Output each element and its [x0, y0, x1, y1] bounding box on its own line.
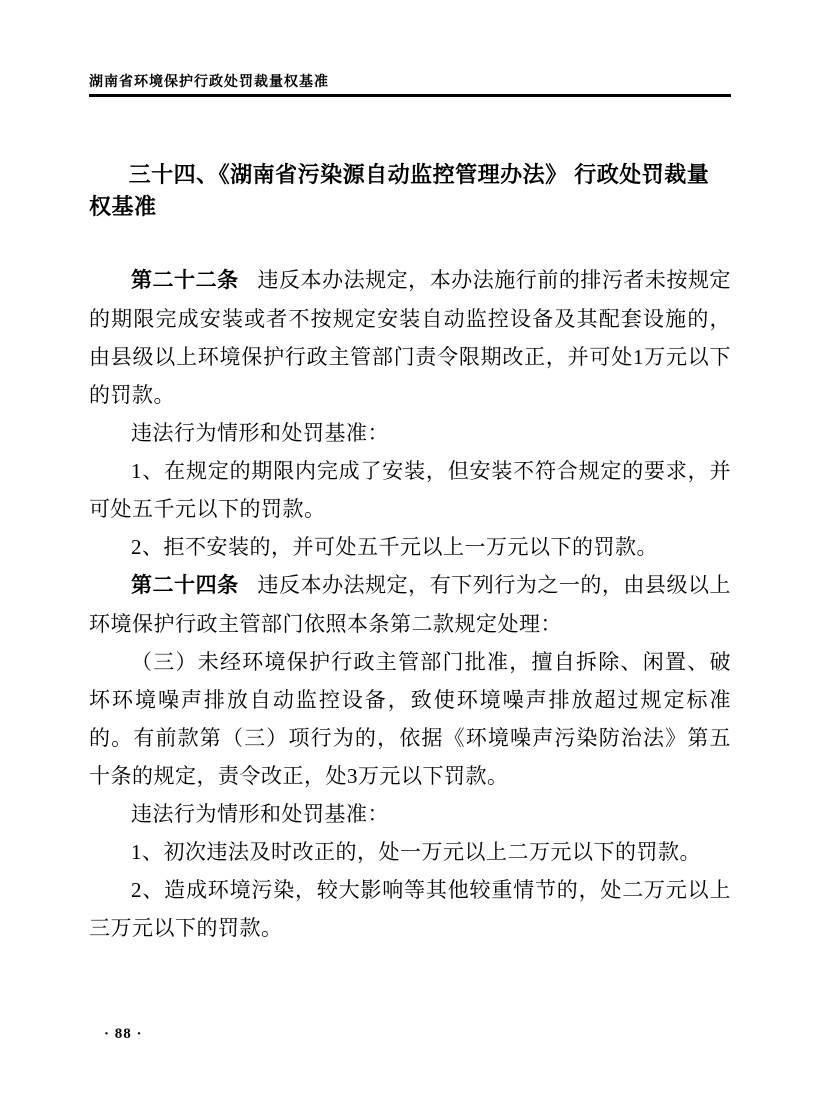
paragraph-item-1 — [89, 452, 731, 528]
paragraph-item-2 — [89, 528, 731, 566]
paragraph-text: 违法行为情形和处罚基准： — [131, 802, 389, 826]
paragraph-text: 1、初次违法及时改正的，处一万元以上二万元以下的罚款。 — [131, 840, 701, 864]
paragraph-basis-heading-2 — [89, 795, 731, 833]
header-title: 湖南省环境保护行政处罚裁量权基准 — [89, 73, 329, 89]
paragraph-text: 违反本办法规定，有下列行为之一的，由县级以上环境保护行政主管部门依照本条第二款规定处理： — [89, 573, 732, 636]
paragraph-item-4 — [89, 833, 731, 871]
document-title: 三十四、《湖南省污染源自动监控管理办法》 行政处罚裁量权基准 — [89, 162, 710, 219]
paragraph-text: 1、在规定的期限内完成了安装，但安装不符合规定的要求，并可处五千元以下的罚款。 — [89, 459, 731, 521]
document-body — [89, 261, 731, 947]
paragraph-text: 2、拒不安装的，并可处五千元以上一万元以下的罚款。 — [131, 535, 658, 559]
paragraph-text: 2、造成环境污染，较大影响等其他较重情节的，处二万元以上三万元以下的罚款。 — [89, 878, 731, 940]
page-footer — [104, 1026, 143, 1043]
paragraph-text: 违法行为情形和处罚基准： — [131, 421, 389, 445]
article-number: 第二十四条 — [131, 574, 239, 597]
article-number: 第二十二条 — [131, 269, 239, 292]
paragraph-article-22 — [89, 261, 731, 414]
page-header — [89, 0, 731, 97]
header-rule — [89, 94, 731, 97]
paragraph-text: 违反本办法规定，本办法施行前的排污者未按规定的期限完成安装或者不按规定安装自动监控设备及其配套设施的，由县级以上环境保护行政主管部门责令限期改正，并可处1万元以下的罚款。 — [89, 268, 732, 407]
paragraph-item-5 — [89, 871, 731, 947]
page-number: · 88 · — [104, 1026, 143, 1042]
paragraph-basis-heading — [89, 414, 731, 452]
paragraph-item-3 — [89, 643, 731, 795]
paragraph-article-24 — [89, 566, 731, 643]
paragraph-text: （三）未经环境保护行政主管部门批准，擅自拆除、闲置、破坏环境噪声排放自动监控设备，致使环境噪声排放超过规定标准的。有前款第（三）项行为的，依据《环境噪声污染防治法》第五十条的规定，责令改正，处3万元以下罚款。 — [89, 650, 731, 788]
